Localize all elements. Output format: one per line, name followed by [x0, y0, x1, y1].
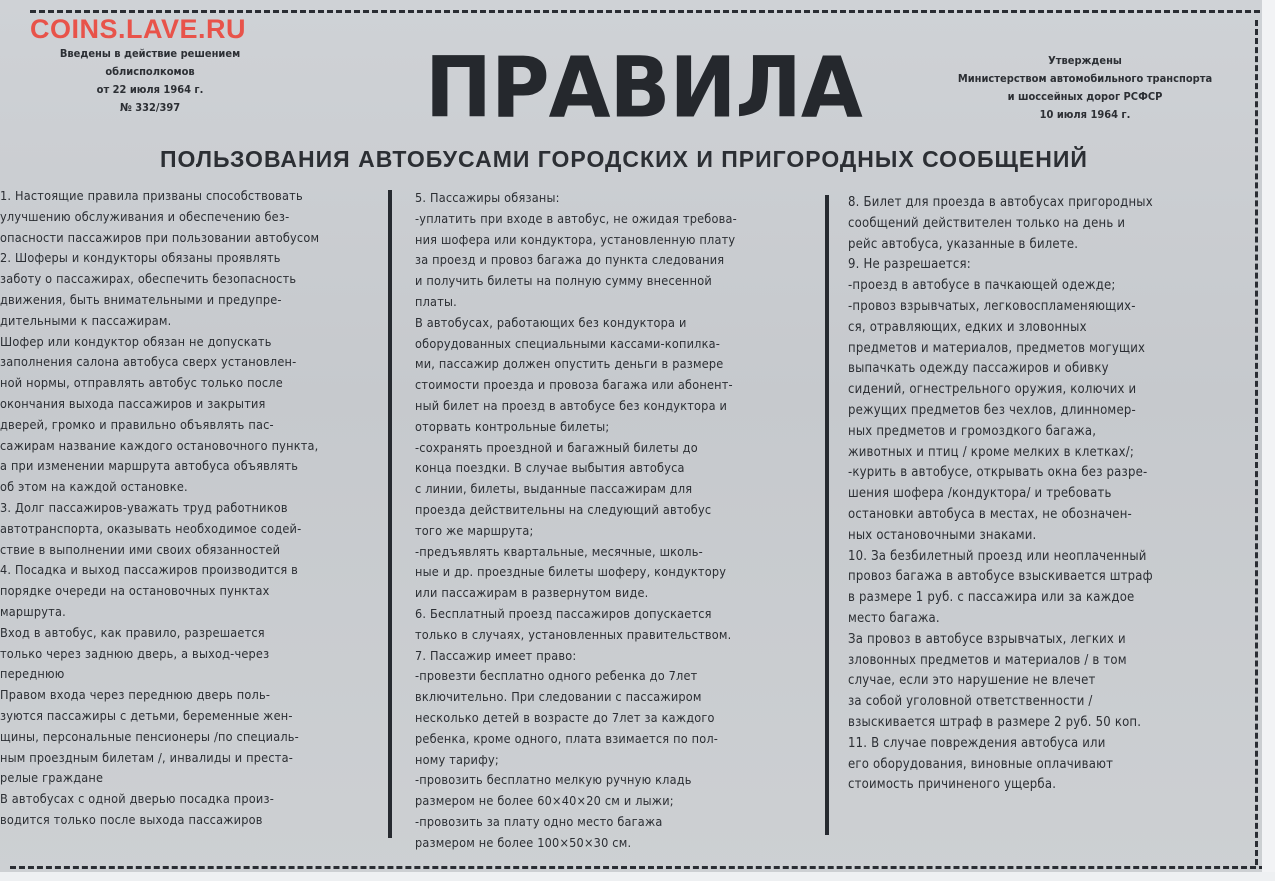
rule-text-line: случае, если это нарушение не влечет: [848, 673, 1096, 689]
rule-text-line: ным проездным билетам /, инвалиды и преста-: [0, 749, 294, 765]
rule-text-line: зловонных предметов и материалов / в том: [848, 652, 1127, 668]
rule-text-line: только через заднюю дверь, а выход-через: [0, 645, 270, 661]
rule-text-line: зуются пассажиры с детьми, беременные жен-: [0, 707, 293, 723]
rule-text-line: оборудованных специальными кассами-копилка-: [415, 335, 721, 351]
enacted-note-line: Введены в действие решением: [59, 47, 241, 60]
rule-text-line: выпачкать одежду пассажиров и обивку: [848, 361, 1109, 377]
rule-text-line: за проезд и провоз багажа до пункта следования: [415, 252, 725, 268]
column-divider: [388, 190, 392, 838]
rule-text-line: -провезти бесплатно одного ребенка до 7лет: [415, 668, 698, 684]
rule-text-line: 1. Настоящие правила призваны способствовать: [0, 188, 303, 203]
rules-column-2: [415, 188, 820, 854]
rule-text-line: -проезд в автобусе в пачкающей одежде;: [848, 278, 1116, 294]
paper-edge-right: [1262, 0, 1275, 881]
rule-text-line: Правом входа через переднюю дверь поль-: [0, 687, 271, 703]
rule-text-line: 10. За безбилетный проезд или неоплаченный: [848, 548, 1147, 564]
rule-text-line: режущих предметов без чехлов, длинномер-: [848, 402, 1136, 418]
rule-text-line: водится только после выхода пассажиров: [0, 811, 263, 827]
rule-text-line: провоз багажа в автобусе взыскивается штраф: [848, 569, 1153, 585]
document-title: ПРАВИЛА: [425, 38, 862, 137]
rule-text-line: опасности пассажиров при пользовании автобусом: [0, 229, 320, 245]
rule-text-line: щины, персональные пенсионеры /по специаль-: [0, 728, 299, 744]
dashed-border-right: [1255, 20, 1258, 865]
rule-text-line: сидений, огнестрельного оружия, колючих и: [848, 382, 1137, 398]
rule-text-line: окончания выхода пассажиров и закрытия: [0, 395, 266, 411]
rule-text-line: 2. Шоферы и кондукторы обязаны проявлять: [0, 250, 281, 266]
enacted-note-line: № 332/397: [119, 101, 181, 114]
rule-text-line: конца поездки. В случае выбытия автобуса: [415, 460, 685, 476]
rules-column-1: [0, 186, 388, 831]
rule-text-line: дительными к пассажирам.: [0, 312, 172, 328]
approval-note-line: Министерством автомобильного транспорта: [957, 72, 1213, 85]
rule-text-line: -курить в автобусе, открывать окна без разре-: [848, 465, 1148, 481]
rule-text-line: 7. Пассажир имеет право:: [415, 647, 577, 663]
rule-text-line: движения, быть внимательными и предупре-: [0, 291, 282, 307]
rule-text-line: улучшению обслуживания и обеспечению без-: [0, 208, 290, 224]
rule-text-line: -провоз взрывчатых, легковоспламеняющих-: [848, 298, 1136, 314]
rule-text-line: того же маршрута;: [415, 522, 534, 538]
dashed-border-bottom: [10, 866, 1265, 869]
rule-text-line: стоимости проезда и провоза багажа или абонент-: [415, 377, 733, 393]
rule-text-line: об этом на каждой остановке.: [0, 479, 188, 495]
rule-text-line: -уплатить при входе в автобус, не ожидая требова-: [415, 210, 737, 226]
rule-text-line: предметов и материалов, предметов могущих: [848, 340, 1146, 356]
rule-text-line: переднюю: [0, 666, 65, 682]
rule-text-line: ные и др. проездные билеты шоферу, кондуктору: [415, 564, 727, 580]
rule-text-line: ному тарифу;: [415, 751, 499, 767]
rule-text-line: дверей, громко и правильно объявлять пас-: [0, 416, 274, 432]
rule-text-line: ных предметов и громоздкого багажа,: [848, 423, 1097, 439]
rule-text-line: порядке очереди на остановочных пунктах: [0, 583, 270, 599]
rule-text-line: проезда действительны на следующий автобус: [415, 501, 712, 517]
rule-text-line: сажирам название каждого остановочного пункта,: [0, 437, 319, 453]
rule-text-line: только в случаях, установленных правительством.: [415, 626, 732, 642]
rule-text-line: релые граждане: [0, 770, 104, 786]
rule-text-line: -провозить за плату одно место багажа: [415, 813, 663, 829]
rule-text-line: несколько детей в возрасте до 7лет за каждого: [415, 709, 715, 725]
rule-text-line: стоимость причиненого ущерба.: [848, 777, 1057, 793]
rule-text-line: остановки автобуса в местах, не обозначен-: [848, 506, 1132, 522]
rule-text-line: шения шофера /кондуктора/ и требовать: [848, 486, 1112, 502]
rule-text-line: В автобусах, работающих без кондуктора и: [415, 314, 687, 330]
rule-text-line: за собой уголовной ответственности /: [848, 694, 1093, 710]
document-subtitle: ПОЛЬЗОВАНИЯ АВТОБУСАМИ ГОРОДСКИХ И ПРИГОРОДНЫХ СООБЩЕНИЙ: [160, 146, 1088, 172]
approval-note: [915, 52, 1255, 124]
rule-text-line: 6. Бесплатный проезд пассажиров допускается: [415, 605, 712, 621]
rule-text-line: ный билет на проезд в автобусе без кондуктора и: [415, 397, 728, 413]
column-divider: [825, 195, 829, 835]
rule-text-line: оторвать контрольные билеты;: [415, 418, 610, 434]
rule-text-line: ребенка, кроме одного, плата взимается по пол-: [415, 730, 719, 746]
approval-note-line: и шоссейных дорог РСФСР: [1007, 90, 1163, 103]
approval-note-line: Утверждены: [1048, 54, 1122, 67]
site-watermark: COINS.LAVE.RU: [30, 14, 247, 44]
paper-edge-bottom: [0, 872, 1275, 881]
rule-text-line: ной нормы, отправлять автобус только после: [0, 375, 283, 391]
dashed-border-top: [30, 10, 1260, 13]
rule-text-line: с линии, билеты, выданные пассажирам для: [415, 481, 693, 497]
rule-text-line: его оборудования, виновные оплачивают: [848, 756, 1114, 772]
rule-text-line: автотранспорта, оказывать необходимое содей-: [0, 520, 302, 536]
rule-text-line: включительно. При следовании с пассажиром: [415, 689, 702, 705]
rule-text-line: платы.: [415, 293, 457, 309]
rule-text-line: а при изменении маршрута автобуса объявлять: [0, 458, 299, 474]
rule-text-line: маршрута.: [0, 603, 66, 619]
rule-text-line: 9. Не разрешается:: [848, 257, 971, 273]
rule-text-line: ния шофера или кондуктора, установленную плату: [415, 231, 736, 247]
rule-text-line: 5. Пассажиры обязаны:: [415, 190, 560, 205]
rule-text-line: животных и птиц / кроме мелких в клетках/;: [848, 444, 1134, 460]
enacted-note: [0, 45, 300, 117]
enacted-note-line: облисполкомов: [105, 65, 195, 78]
approval-note-line: 10 июля 1964 г.: [1039, 108, 1131, 121]
rule-text-line: или пассажирам в развернутом виде.: [415, 585, 649, 601]
rule-text-line: размером не более 100×50×30 см.: [415, 834, 632, 850]
rules-column-3: [848, 193, 1246, 796]
rule-text-line: 11. В случае повреждения автобуса или: [848, 735, 1106, 751]
rule-text-line: Шофер или кондуктор обязан не допускать: [0, 333, 272, 349]
rule-text-line: -сохранять проездной и багажный билеты до: [415, 439, 698, 455]
rule-text-line: -провозить бесплатно мелкую ручную кладь: [415, 772, 692, 788]
rule-text-line: Вход в автобус, как правило, разрешается: [0, 624, 265, 640]
enacted-note-line: от 22 июля 1964 г.: [96, 83, 204, 96]
rule-text-line: 4. Посадка и выход пассажиров производится в: [0, 562, 299, 578]
rule-text-line: размером не более 60×40×20 см и лыжи;: [415, 793, 674, 809]
rule-text-line: рейс автобуса, указанные в билете.: [848, 236, 1079, 252]
rule-text-line: В автобусах с одной дверью посадка произ-: [0, 791, 275, 807]
rule-text-line: и получить билеты на полную сумму внесенной: [415, 273, 712, 289]
rule-text-line: 8. Билет для проезда в автобусах пригородных: [848, 195, 1153, 210]
rule-text-line: ся, отравляющих, едких и зловонных: [848, 319, 1087, 335]
rule-text-line: место багажа.: [848, 610, 940, 626]
rule-text-line: заботу о пассажирах, обеспечить безопасность: [0, 271, 297, 287]
rule-text-line: ствие в выполнении ими своих обязанностей: [0, 541, 281, 557]
rule-text-line: взыскивается штраф в размере 2 руб. 50 коп.: [848, 714, 1142, 730]
rule-text-line: ных остановочными знаками.: [848, 527, 1037, 543]
rule-text-line: 3. Долг пассажиров-уважать труд работников: [0, 499, 288, 515]
rule-text-line: ми, пассажир должен опустить деньги в размере: [415, 356, 724, 372]
rule-text-line: заполнения салона автобуса сверх установлен-: [0, 354, 297, 370]
rule-text-line: сообщений действителен только на день и: [848, 215, 1126, 231]
rule-text-line: в размере 1 руб. с пассажира или за каждое: [848, 590, 1135, 606]
rule-text-line: -предъявлять квартальные, месячные, школь-: [415, 543, 703, 559]
rule-text-line: За провоз в автобусе взрывчатых, легких и: [848, 631, 1126, 647]
